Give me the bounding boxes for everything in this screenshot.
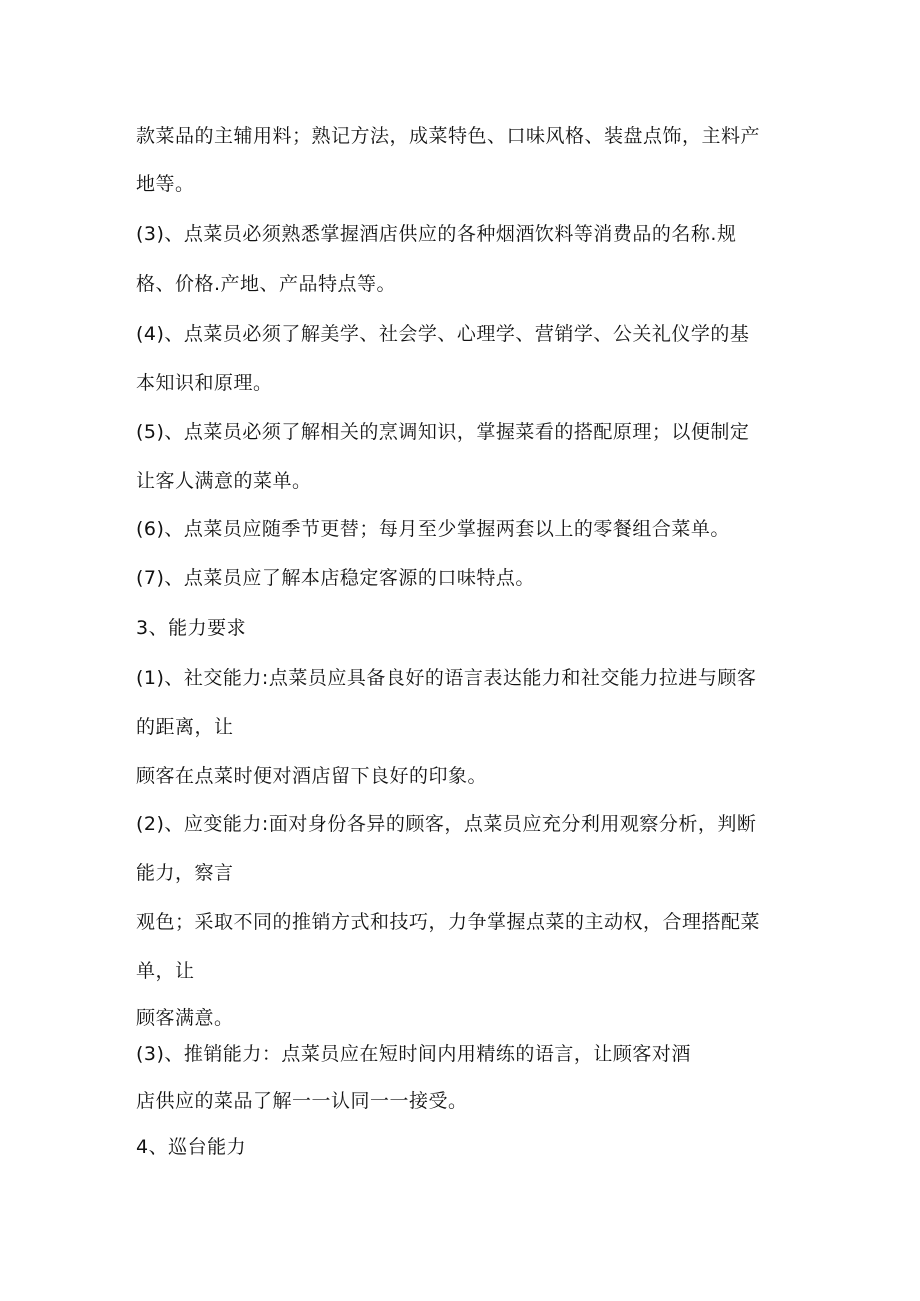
text-line: 单，让 <box>136 960 195 982</box>
text-line: 的距离，让 <box>136 716 234 738</box>
text-line: 地等。 <box>136 173 195 195</box>
text-line: 店供应的菜品了解一一认同一一接受。 <box>136 1090 468 1112</box>
section-heading: 4、巡台能力 <box>136 1136 247 1158</box>
text-line: (1)、社交能力:点菜员应具备良好的语言表达能力和社交能力拉进与顾客 <box>136 667 757 689</box>
text-line: 能力，察言 <box>136 862 234 884</box>
text-line: 格、价格.产地、产品特点等。 <box>136 273 397 295</box>
text-line: 观色；采取不同的推销方式和技巧，力争掌握点菜的主动权，合理搭配菜 <box>136 911 761 933</box>
text-line: (2)、应变能力:面对身份各异的顾客，点菜员应充分利用观察分析，判断 <box>136 813 757 835</box>
text-line: (5)、点菜员必须了解相关的烹调知识，掌握菜看的搭配原理；以便制定 <box>136 421 750 443</box>
text-line: 顾客满意。 <box>136 1007 234 1029</box>
text-line: 本知识和原理。 <box>136 372 273 394</box>
text-line: 款菜品的主辅用料；熟记方法，成菜特色、口味风格、装盘点饰，主料产 <box>136 125 761 147</box>
text-line: (6)、点菜员应随季节更替；每月至少掌握两套以上的零餐组合菜单。 <box>136 518 730 540</box>
text-line: (3)、推销能力：点菜员应在短时间内用精练的语言，让顾客对酒 <box>136 1043 691 1065</box>
text-line: (3)、点菜员必须熟悉掌握酒店供应的各种烟酒饮料等消费品的名称.规 <box>136 223 737 245</box>
text-line: 让客人满意的菜单。 <box>136 470 312 492</box>
section-heading: 3、能力要求 <box>136 617 247 639</box>
text-line: (4)、点菜员必须了解美学、社会学、心理学、营销学、公关礼仪学的基 <box>136 323 750 345</box>
text-line: (7)、点菜员应了解本店稳定客源的口味特点。 <box>136 567 535 589</box>
text-line: 顾客在点菜时便对酒店留下良好的印象。 <box>136 765 488 787</box>
